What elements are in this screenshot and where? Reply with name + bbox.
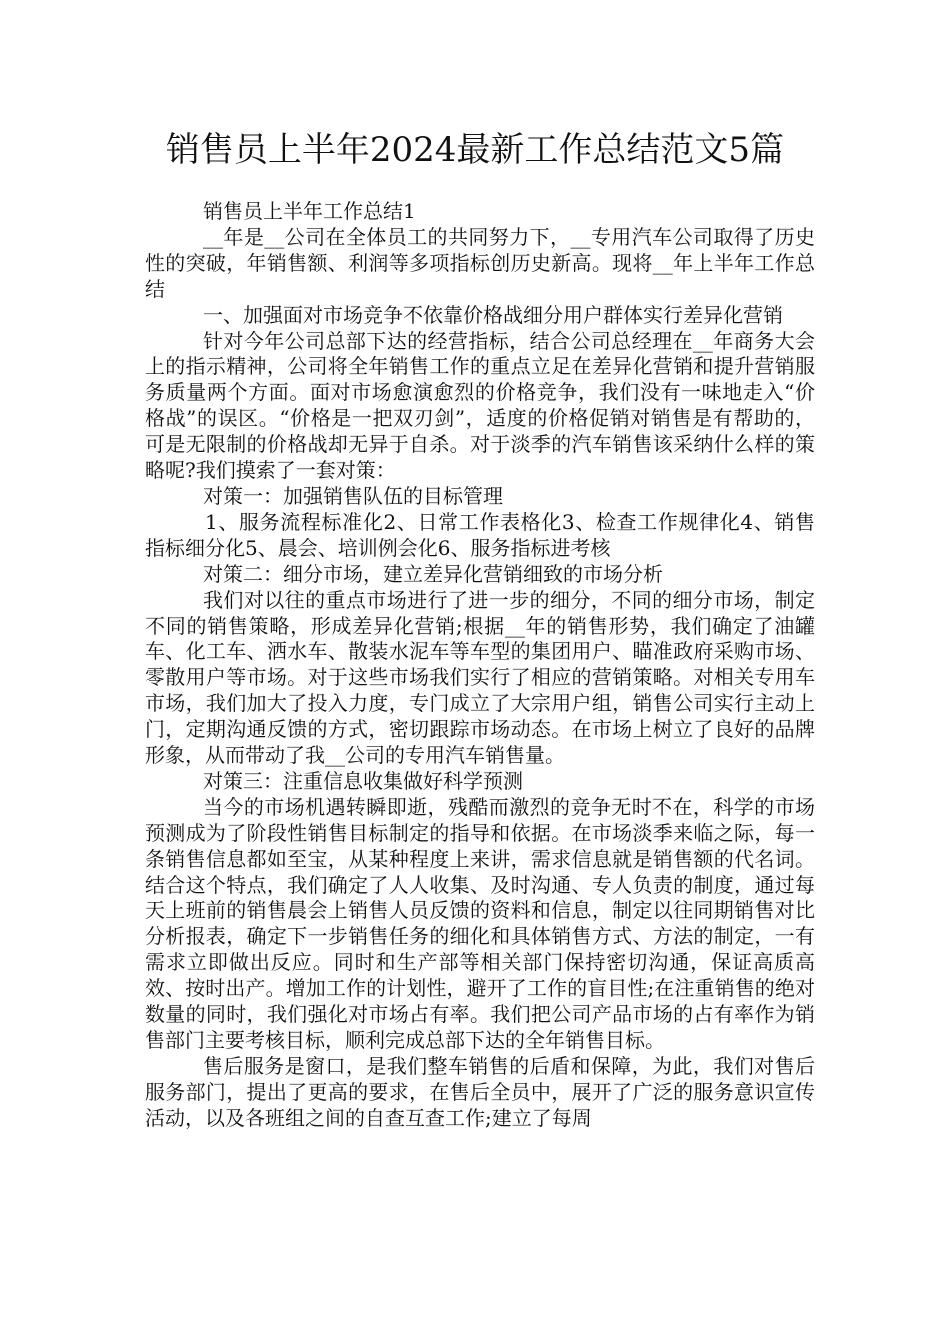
subsection-heading: 一、加强面对市场竞争不依靠价格战细分用户群体实行差异化营销 (203, 302, 783, 327)
paragraph: 我们对以往的重点市场进行了进一步的细分，不同的细分市场，制定不同的销售策略，形成差异化营销;根据__年的销售形势，我们确定了油罐车、化工车、洒水车、散装水泥车等车型的集团用户、瞄准政府采购市场、零散用户等市场。对于这些市场我们实行了相应的营销策略。对相关专用车市场，我们加大了投入力度，专门成立了大宗用户组，销售公司实行主动上门，定期沟通反馈的方式，密切跟踪市场动态。在市场上树立了良好的品牌形象，从而带动了我__公司的专用汽车销售量。 (145, 587, 815, 768)
document-title: 销售员上半年2024最新工作总结范文5篇 (165, 130, 785, 170)
list-paragraph: 1、服务流程标准化2、日常工作表格化3、检查工作规律化4、销售指标细分化5、晨会、培训例会化6、服务指标进考核 (145, 509, 815, 560)
paragraph: 针对今年公司总部下达的经营指标，结合公司总经理在__年商务大会上的指示精神，公司将全年销售工作的重点立足在差异化营销和提升营销服务质量两个方面。面对市场愈演愈烈的价格竞争，我们没有一味地走入“价格战”的误区。“价格是一把双刃剑”，适度的价格促销对销售是有帮助的，可是无限制的价格战却无异于自杀。对于淡季的汽车销售该采纳什么样的策略呢?我们摸索了一套对策： (145, 328, 815, 483)
paragraph: 当今的市场机遇转瞬即逝，残酷而激烈的竞争无时不在，科学的市场预测成为了阶段性销售目标制定的指导和依据。在市场淡季来临之际，每一条销售信息都如至宝，从某种程度上来讲，需求信息就是销售额的代名词。结合这个特点，我们确定了人人收集、及时沟通、专人负责的制度，通过每天上班前的销售晨会上销售人员反馈的资料和信息，制定以往同期销售对比分析报表，确定下一步销售任务的细化和具体销售方式、方法的制定，一有需求立即做出反应。同时和生产部等相关部门保持密切沟通，保证高质高效、按时出产。增加工作的计划性，避开了工作的盲目性;在注重销售的绝对数量的同时，我们强化对市场占有率。我们把公司产品市场的占有率作为销售部门主要考核目标，顺利完成总部下达的全年销售目标。 (145, 794, 815, 1052)
section-heading: 销售员上半年工作总结1 (203, 199, 416, 223)
strategy-heading: 对策一：加强销售队伍的目标管理 (203, 483, 503, 508)
paragraph: 售后服务是窗口，是我们整车销售的后盾和保障，为此，我们对售后服务部门，提出了更高的要求，在售后全员中，展开了广泛的服务意识宣传活动，以及各班组之间的自查互查工作;建立了每周 (145, 1053, 815, 1130)
document-body (145, 199, 815, 1132)
strategy-heading: 对策二：细分市场，建立差异化营销细致的市场分析 (203, 561, 663, 586)
paragraph: __年是__公司在全体员工的共同努力下，__专用汽车公司取得了历史性的突破，年销售额、利润等多项指标创历史新高。现将__年上半年工作总结 (145, 224, 815, 301)
strategy-heading: 对策三：注重信息收集做好科学预测 (203, 768, 523, 793)
